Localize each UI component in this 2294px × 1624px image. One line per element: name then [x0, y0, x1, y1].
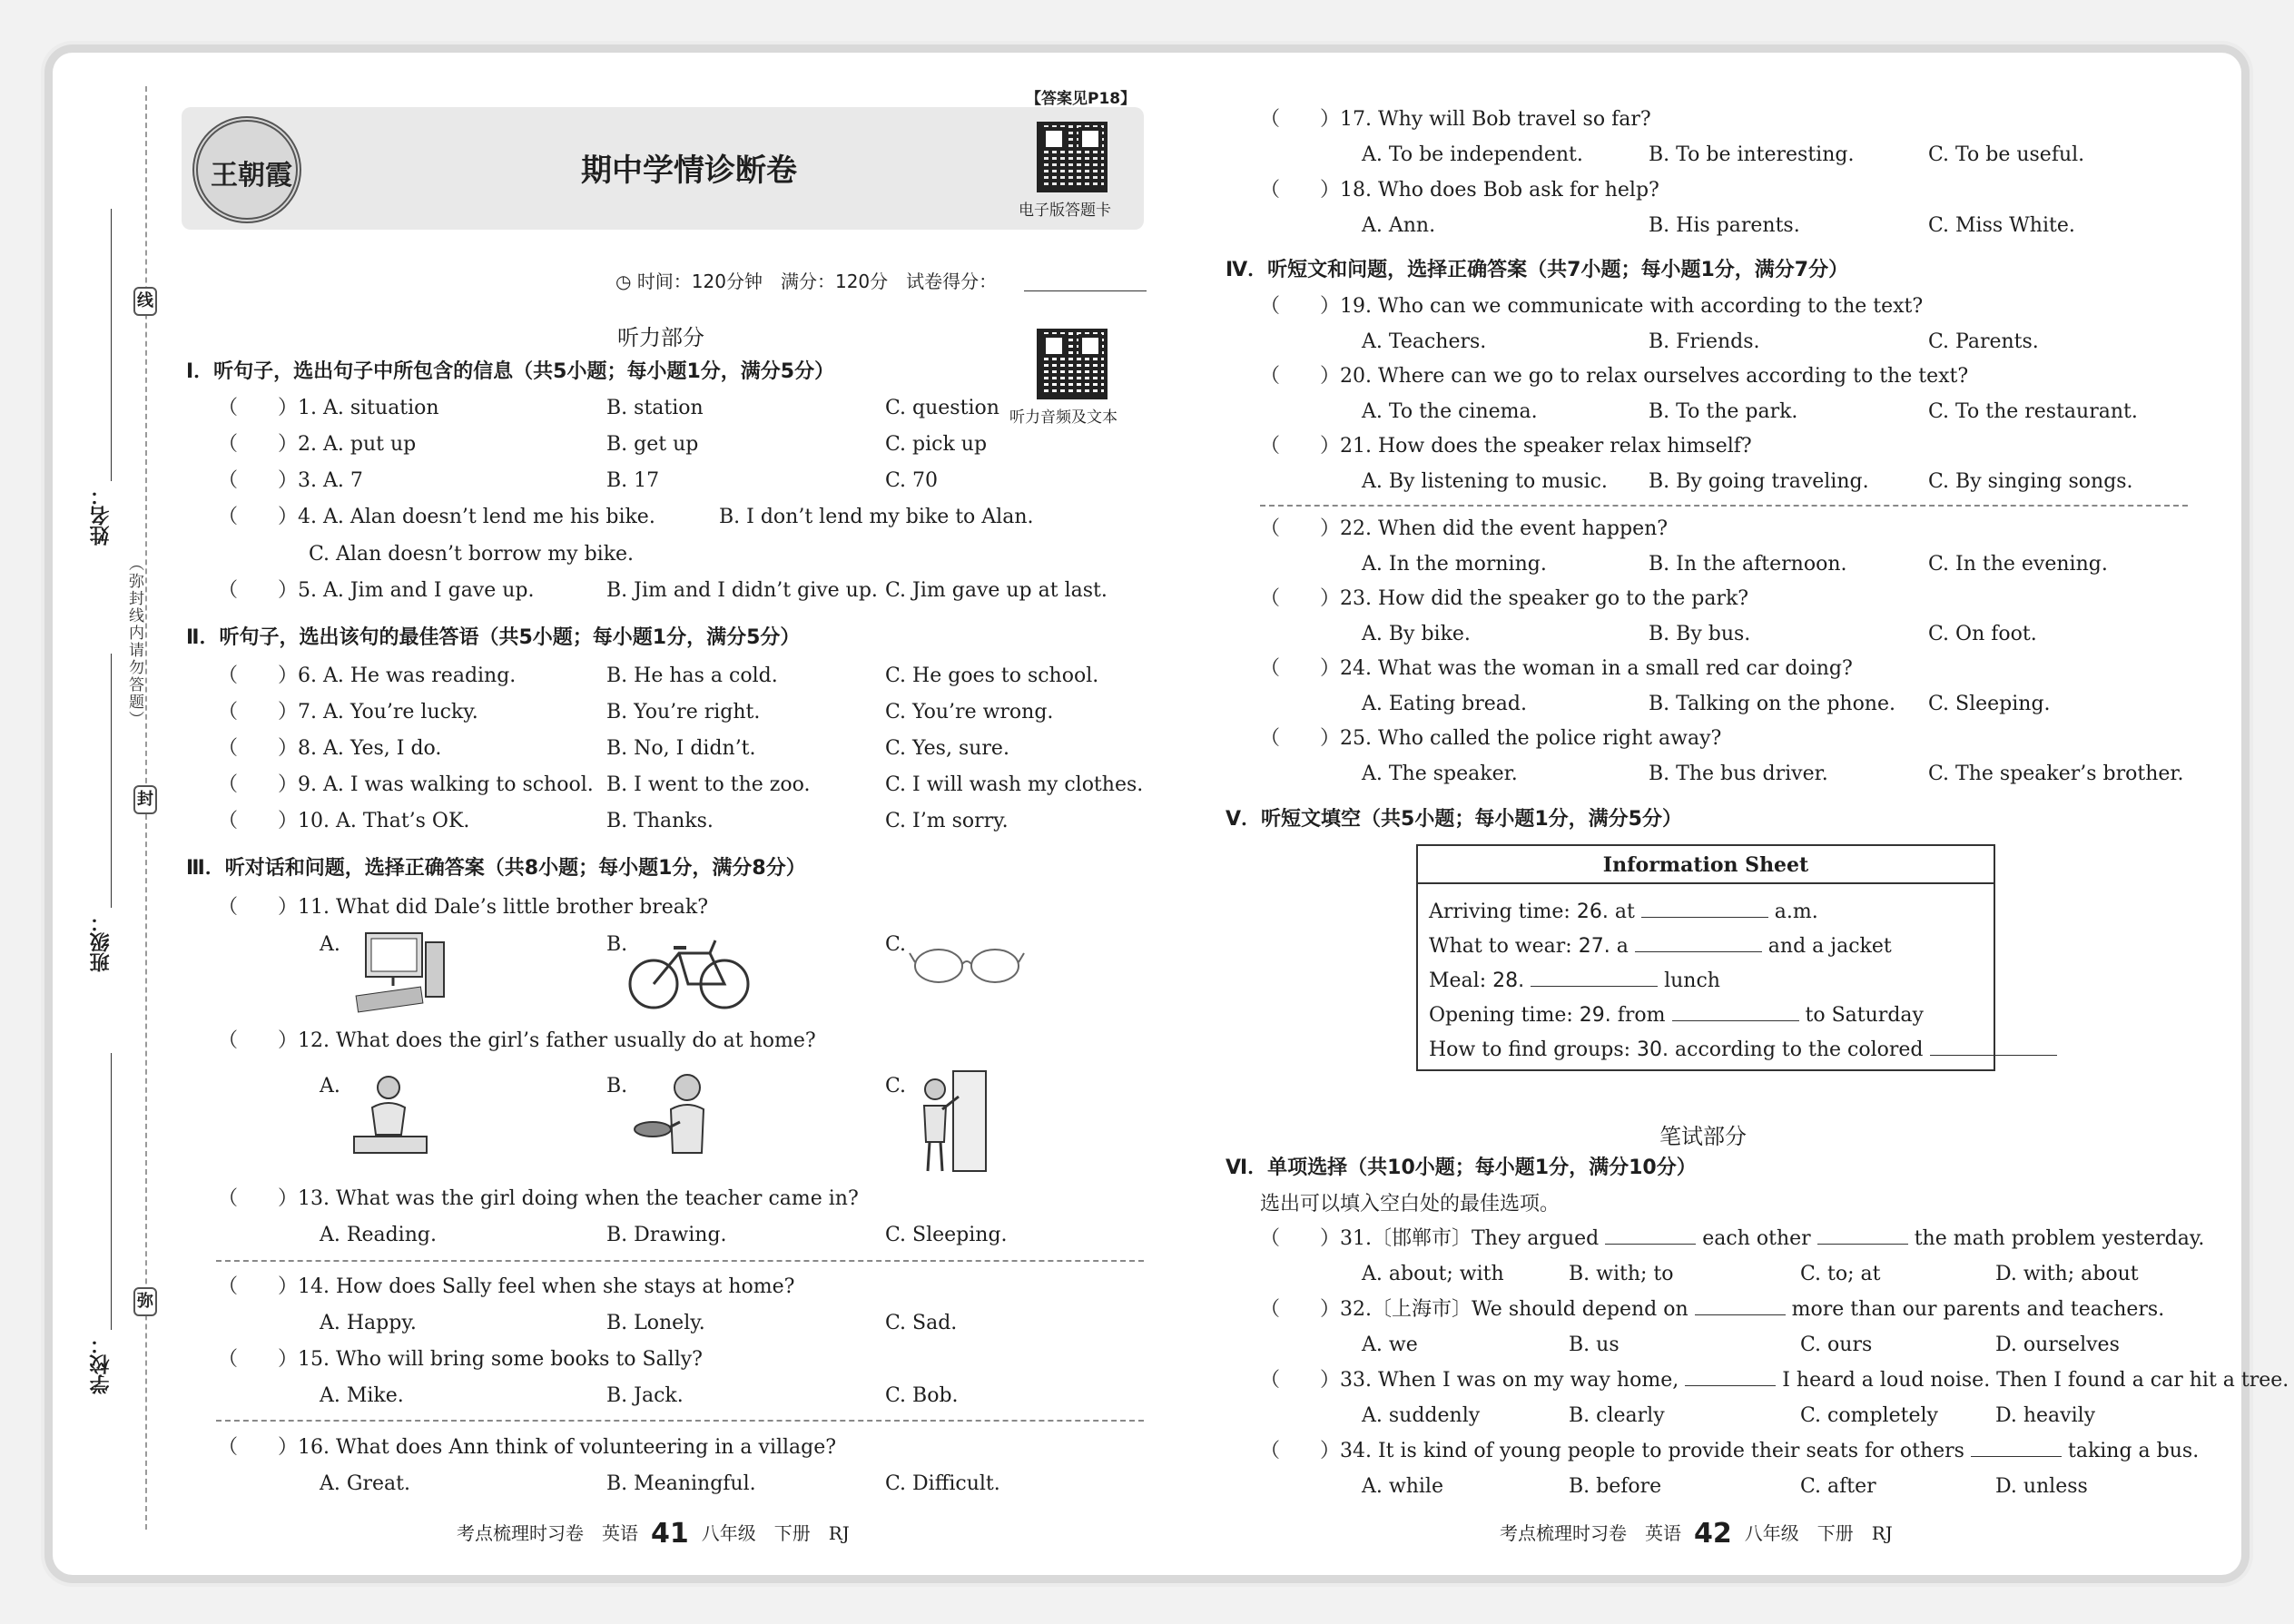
- clock-icon: ◷: [615, 271, 637, 292]
- q21-option-c: C. By singing songs.: [1928, 470, 2133, 493]
- q3-option-b: B. 17: [606, 469, 660, 492]
- q2-option-b: B. get up: [606, 433, 699, 456]
- q25: （ ）25. Who called the police right away?: [1260, 727, 1722, 750]
- blank-28[interactable]: [1531, 986, 1658, 987]
- computer-picture: [350, 928, 449, 1019]
- q19: （ ）19. Who can we communicate with according to the text?: [1260, 295, 1924, 318]
- q18-option-b: B. His parents.: [1649, 214, 1800, 237]
- q14-option-b: B. Lonely.: [606, 1312, 705, 1334]
- q23-option-c: C. On foot.: [1928, 623, 2037, 645]
- info-row-27: What to wear: 27. a and a jacket: [1429, 935, 1892, 958]
- blank-29[interactable]: [1672, 1020, 1799, 1021]
- listening-title: 听力部分: [617, 325, 704, 350]
- q21-option-b: B. By going traveling.: [1649, 470, 1869, 493]
- q20-option-a: A. To the cinema.: [1362, 400, 1538, 423]
- name-label: 姓名：: [90, 486, 113, 546]
- q1: （ ）1. A. situation: [218, 397, 439, 419]
- q13-option-c: C. Sleeping.: [885, 1224, 1008, 1246]
- q14-option-a: A. Happy.: [320, 1312, 417, 1334]
- q24-option-a: A. Eating bread.: [1362, 693, 1527, 715]
- answer-ref: 【答案见P18】: [1026, 90, 1137, 108]
- section-3-title: Ⅲ．听对话和问题，选择正确答案（共8小题；每小题1分，满分8分）: [186, 857, 806, 880]
- q17-option-b: B. To be interesting.: [1649, 143, 1855, 166]
- info-row-26: Arriving time: 26. at a.m.: [1429, 901, 1818, 923]
- q17-option-a: A. To be independent.: [1362, 143, 1583, 166]
- q32-option-c: C. ours: [1800, 1334, 1873, 1356]
- q34-option-a: A. while: [1362, 1475, 1443, 1498]
- q16-option-a: A. Great.: [320, 1472, 410, 1495]
- q25-option-c: C. The speaker’s brother.: [1928, 763, 2184, 785]
- q13: （ ）13. What was the girl doing when the teacher came in?: [218, 1187, 859, 1210]
- q31-option-b: B. with; to: [1569, 1263, 1674, 1285]
- man-cooking-picture: [631, 1069, 731, 1169]
- q23-option-a: A. By bike.: [1362, 623, 1471, 645]
- q8: （ ）8. A. Yes, I do.: [218, 737, 442, 760]
- q11-pic-c-label: C.: [885, 933, 907, 956]
- q34: （ ）34. It is kind of young people to provide their seats for others taking a bus.: [1260, 1440, 2200, 1462]
- q4-option-c: C. Alan doesn’t borrow my bike.: [309, 543, 635, 566]
- q5: （ ）5. A. Jim and I gave up.: [218, 579, 535, 602]
- q19-option-a: A. Teachers.: [1362, 330, 1487, 353]
- class-field[interactable]: [111, 654, 112, 908]
- q16: （ ）16. What does Ann think of volunteering in a village?: [218, 1436, 837, 1459]
- q17: （ ）17. Why will Bob travel so far?: [1260, 108, 1651, 131]
- q1-option-c: C. question: [885, 397, 999, 419]
- blank-32[interactable]: [1695, 1314, 1786, 1315]
- q1-option-b: B. station: [606, 397, 704, 419]
- man-fixing-picture: [345, 1071, 436, 1162]
- q31: （ ）31.〔邯郸市〕They argued each other the math problem yesterday.: [1260, 1227, 2205, 1250]
- score-field[interactable]: [1024, 290, 1147, 291]
- q8-option-c: C. Yes, sure.: [885, 737, 1009, 760]
- q22-option-c: C. In the evening.: [1928, 553, 2108, 576]
- section-6-instruction: 选出可以填入空白处的最佳选项。: [1260, 1193, 1561, 1216]
- q3: （ ）3. A. 7: [218, 469, 363, 492]
- q34-option-c: C. after: [1800, 1475, 1876, 1498]
- section-2-title: Ⅱ．听句子，选出该句的最佳答语（共5小题；每小题1分，满分5分）: [186, 626, 801, 649]
- q19-option-b: B. Friends.: [1649, 330, 1760, 353]
- qr-code-answer-card[interactable]: [1037, 122, 1108, 192]
- q6-option-b: B. He has a cold.: [606, 664, 778, 687]
- school-field[interactable]: [111, 1053, 112, 1330]
- q20-option-b: B. To the park.: [1649, 400, 1798, 423]
- q7-option-b: B. You’re right.: [606, 701, 761, 723]
- q7: （ ）7. A. You’re lucky.: [218, 701, 478, 723]
- q24: （ ）24. What was the woman in a small red car doing?: [1260, 657, 1853, 680]
- name-field[interactable]: [111, 209, 112, 481]
- q20-option-c: C. To the restaurant.: [1928, 400, 2138, 423]
- seal-marker: 封: [133, 785, 157, 814]
- info-row-29: Opening time: 29. from to Saturday: [1429, 1004, 1924, 1027]
- q22: （ ）22. When did the event happen?: [1260, 517, 1669, 540]
- blank-27[interactable]: [1635, 951, 1762, 952]
- q32-option-d: D. ourselves: [1995, 1334, 2120, 1356]
- blank-30[interactable]: [1930, 1055, 2057, 1056]
- blank-33[interactable]: [1685, 1385, 1776, 1386]
- q22-option-b: B. In the afternoon.: [1649, 553, 1847, 576]
- q20: （ ）20. Where can we go to relax ourselves according to the text?: [1260, 365, 1969, 388]
- time-info: ◷ 时间：120分钟 满分：120分 试卷得分：: [615, 271, 998, 292]
- blank-26[interactable]: [1641, 917, 1768, 918]
- q31-option-a: A. about; with: [1362, 1263, 1504, 1285]
- q18-option-a: A. Ann.: [1362, 214, 1436, 237]
- seal2-marker: 弥: [133, 1287, 157, 1316]
- q15-option-b: B. Jack.: [606, 1384, 684, 1407]
- man-painting-picture: [908, 1069, 989, 1178]
- q7-option-c: C. You’re wrong.: [885, 701, 1054, 723]
- q12-pic-c-label: C.: [885, 1075, 907, 1097]
- q8-option-b: B. No, I didn’t.: [606, 737, 756, 760]
- q33-option-d: D. heavily: [1995, 1404, 2096, 1427]
- q4-option-b: B. I don’t lend my bike to Alan.: [719, 506, 1034, 528]
- q14: （ ）14. How does Sally feel when she stays at home?: [218, 1275, 795, 1298]
- q33: （ ）33. When I was on my way home, I heard a loud noise. Then I found a car hit a tree.: [1260, 1369, 2289, 1392]
- q17-option-c: C. To be useful.: [1928, 143, 2085, 166]
- blank-31a[interactable]: [1605, 1244, 1696, 1245]
- q11-pic-a-label: A.: [320, 933, 340, 956]
- divider-2: [216, 1420, 1144, 1422]
- q33-option-b: B. clearly: [1569, 1404, 1665, 1427]
- info-sheet-title: Information Sheet: [1418, 846, 1994, 884]
- footer-left: 考点梳理时习卷 英语 41 八年级 下册 RJ: [457, 1518, 850, 1550]
- q31-option-d: D. with; about: [1995, 1263, 2139, 1285]
- q16-option-b: B. Meaningful.: [606, 1472, 756, 1495]
- q2: （ ）2. A. put up: [218, 433, 417, 456]
- line-marker: 线: [133, 287, 157, 316]
- q19-option-c: C. Parents.: [1928, 330, 2039, 353]
- q13-option-a: A. Reading.: [320, 1224, 437, 1246]
- q32-option-b: B. us: [1569, 1334, 1620, 1356]
- qr-code-audio[interactable]: [1037, 329, 1108, 399]
- blank-34[interactable]: [1971, 1456, 2062, 1457]
- q24-option-c: C. Sleeping.: [1928, 693, 2051, 715]
- q33-option-c: C. completely: [1800, 1404, 1938, 1427]
- q34-option-b: B. before: [1569, 1475, 1662, 1498]
- blank-31b[interactable]: [1817, 1244, 1908, 1245]
- q4: （ ）4. A. Alan doesn’t lend me his bike.: [218, 506, 655, 528]
- logo-seal: [192, 116, 301, 223]
- q18: （ ）18. Who does Bob ask for help?: [1260, 179, 1659, 202]
- section-4-title: Ⅳ．听短文和问题，选择正确答案（共7小题；每小题1分，满分7分）: [1226, 259, 1849, 281]
- q21: （ ）21. How does the speaker relax himself?: [1260, 435, 1752, 458]
- q23: （ ）23. How did the speaker go to the park?: [1260, 587, 1749, 610]
- info-row-30: How to find groups: 30. according to the colored: [1429, 1037, 2057, 1064]
- divider-1: [216, 1260, 1144, 1262]
- q12-pic-a-label: A.: [320, 1075, 340, 1097]
- q15-option-c: C. Bob.: [885, 1384, 959, 1407]
- q25-option-b: B. The bus driver.: [1649, 763, 1828, 785]
- q10: （ ）10. A. That’s OK.: [218, 810, 470, 832]
- q10-option-b: B. Thanks.: [606, 810, 714, 832]
- q32: （ ）32.〔上海市〕We should depend on more than our parents and teachers.: [1260, 1298, 2165, 1321]
- q9-option-c: C. I will wash my clothes.: [885, 773, 1144, 796]
- q33-option-a: A. suddenly: [1362, 1404, 1481, 1427]
- q15-option-a: A. Mike.: [320, 1384, 404, 1407]
- school-label: 学校：: [90, 1334, 113, 1394]
- section-1-title: Ⅰ．听句子，选出句子中所包含的信息（共5小题；每小题1分，满分5分）: [186, 360, 835, 383]
- q11-pic-b-label: B.: [606, 933, 628, 956]
- q31-option-c: C. to; at: [1800, 1263, 1881, 1285]
- qr1-caption: 电子版答题卡: [1019, 202, 1111, 220]
- written-title: 笔试部分: [1659, 1124, 1747, 1149]
- q2-option-c: C. pick up: [885, 433, 988, 456]
- class-label: 班级：: [90, 912, 113, 972]
- q13-option-b: B. Drawing.: [606, 1224, 727, 1246]
- page-title: 期中学情诊断卷: [581, 153, 797, 189]
- q5-option-b: B. Jim and I didn’t give up.: [606, 579, 878, 602]
- q3-option-c: C. 70: [885, 469, 939, 492]
- q25-option-a: A. The speaker.: [1362, 763, 1518, 785]
- q12-pic-b-label: B.: [606, 1075, 628, 1097]
- q18-option-c: C. Miss White.: [1928, 214, 2075, 237]
- divider-3: [1260, 505, 2188, 507]
- glasses-picture: [908, 939, 1026, 993]
- bicycle-picture: [626, 931, 753, 1013]
- q9: （ ）9. A. I was walking to school.: [218, 773, 594, 796]
- q16-option-c: C. Difficult.: [885, 1472, 1000, 1495]
- info-row-28: Meal: 28. lunch: [1429, 969, 1720, 992]
- q24-option-b: B. Talking on the phone.: [1649, 693, 1895, 715]
- q14-option-c: C. Sad.: [885, 1312, 958, 1334]
- q6-option-c: C. He goes to school.: [885, 664, 1099, 687]
- q22-option-a: A. In the morning.: [1362, 553, 1547, 576]
- logo-text: 王朝霞: [211, 160, 292, 192]
- q23-option-b: B. By bus.: [1649, 623, 1751, 645]
- q12: （ ）12. What does the girl’s father usually do at home?: [218, 1029, 816, 1052]
- section-5-title: Ⅴ．听短文填空（共5小题；每小题1分，满分5分）: [1226, 808, 1682, 831]
- q34-option-d: D. unless: [1995, 1475, 2088, 1498]
- section-6-title: Ⅵ．单项选择（共10小题；每小题1分，满分10分）: [1226, 1156, 1697, 1179]
- footer-right: 考点梳理时习卷 英语 42 八年级 下册 RJ: [1500, 1518, 1893, 1550]
- q11: （ ）11. What did Dale’s little brother break?: [218, 896, 709, 919]
- qr2-caption: 听力音频及文本: [1009, 408, 1117, 427]
- q15: （ ）15. Who will bring some books to Sally?: [218, 1348, 703, 1371]
- q10-option-c: C. I’m sorry.: [885, 810, 1009, 832]
- q9-option-b: B. I went to the zoo.: [606, 773, 811, 796]
- q32-option-a: A. we: [1362, 1334, 1418, 1356]
- q21-option-a: A. By listening to music.: [1362, 470, 1608, 493]
- q5-option-c: C. Jim gave up at last.: [885, 579, 1108, 602]
- seal-note: （弥封线内请勿答题）: [125, 556, 143, 728]
- information-sheet: [1416, 844, 1995, 1071]
- q6: （ ）6. A. He was reading.: [218, 664, 517, 687]
